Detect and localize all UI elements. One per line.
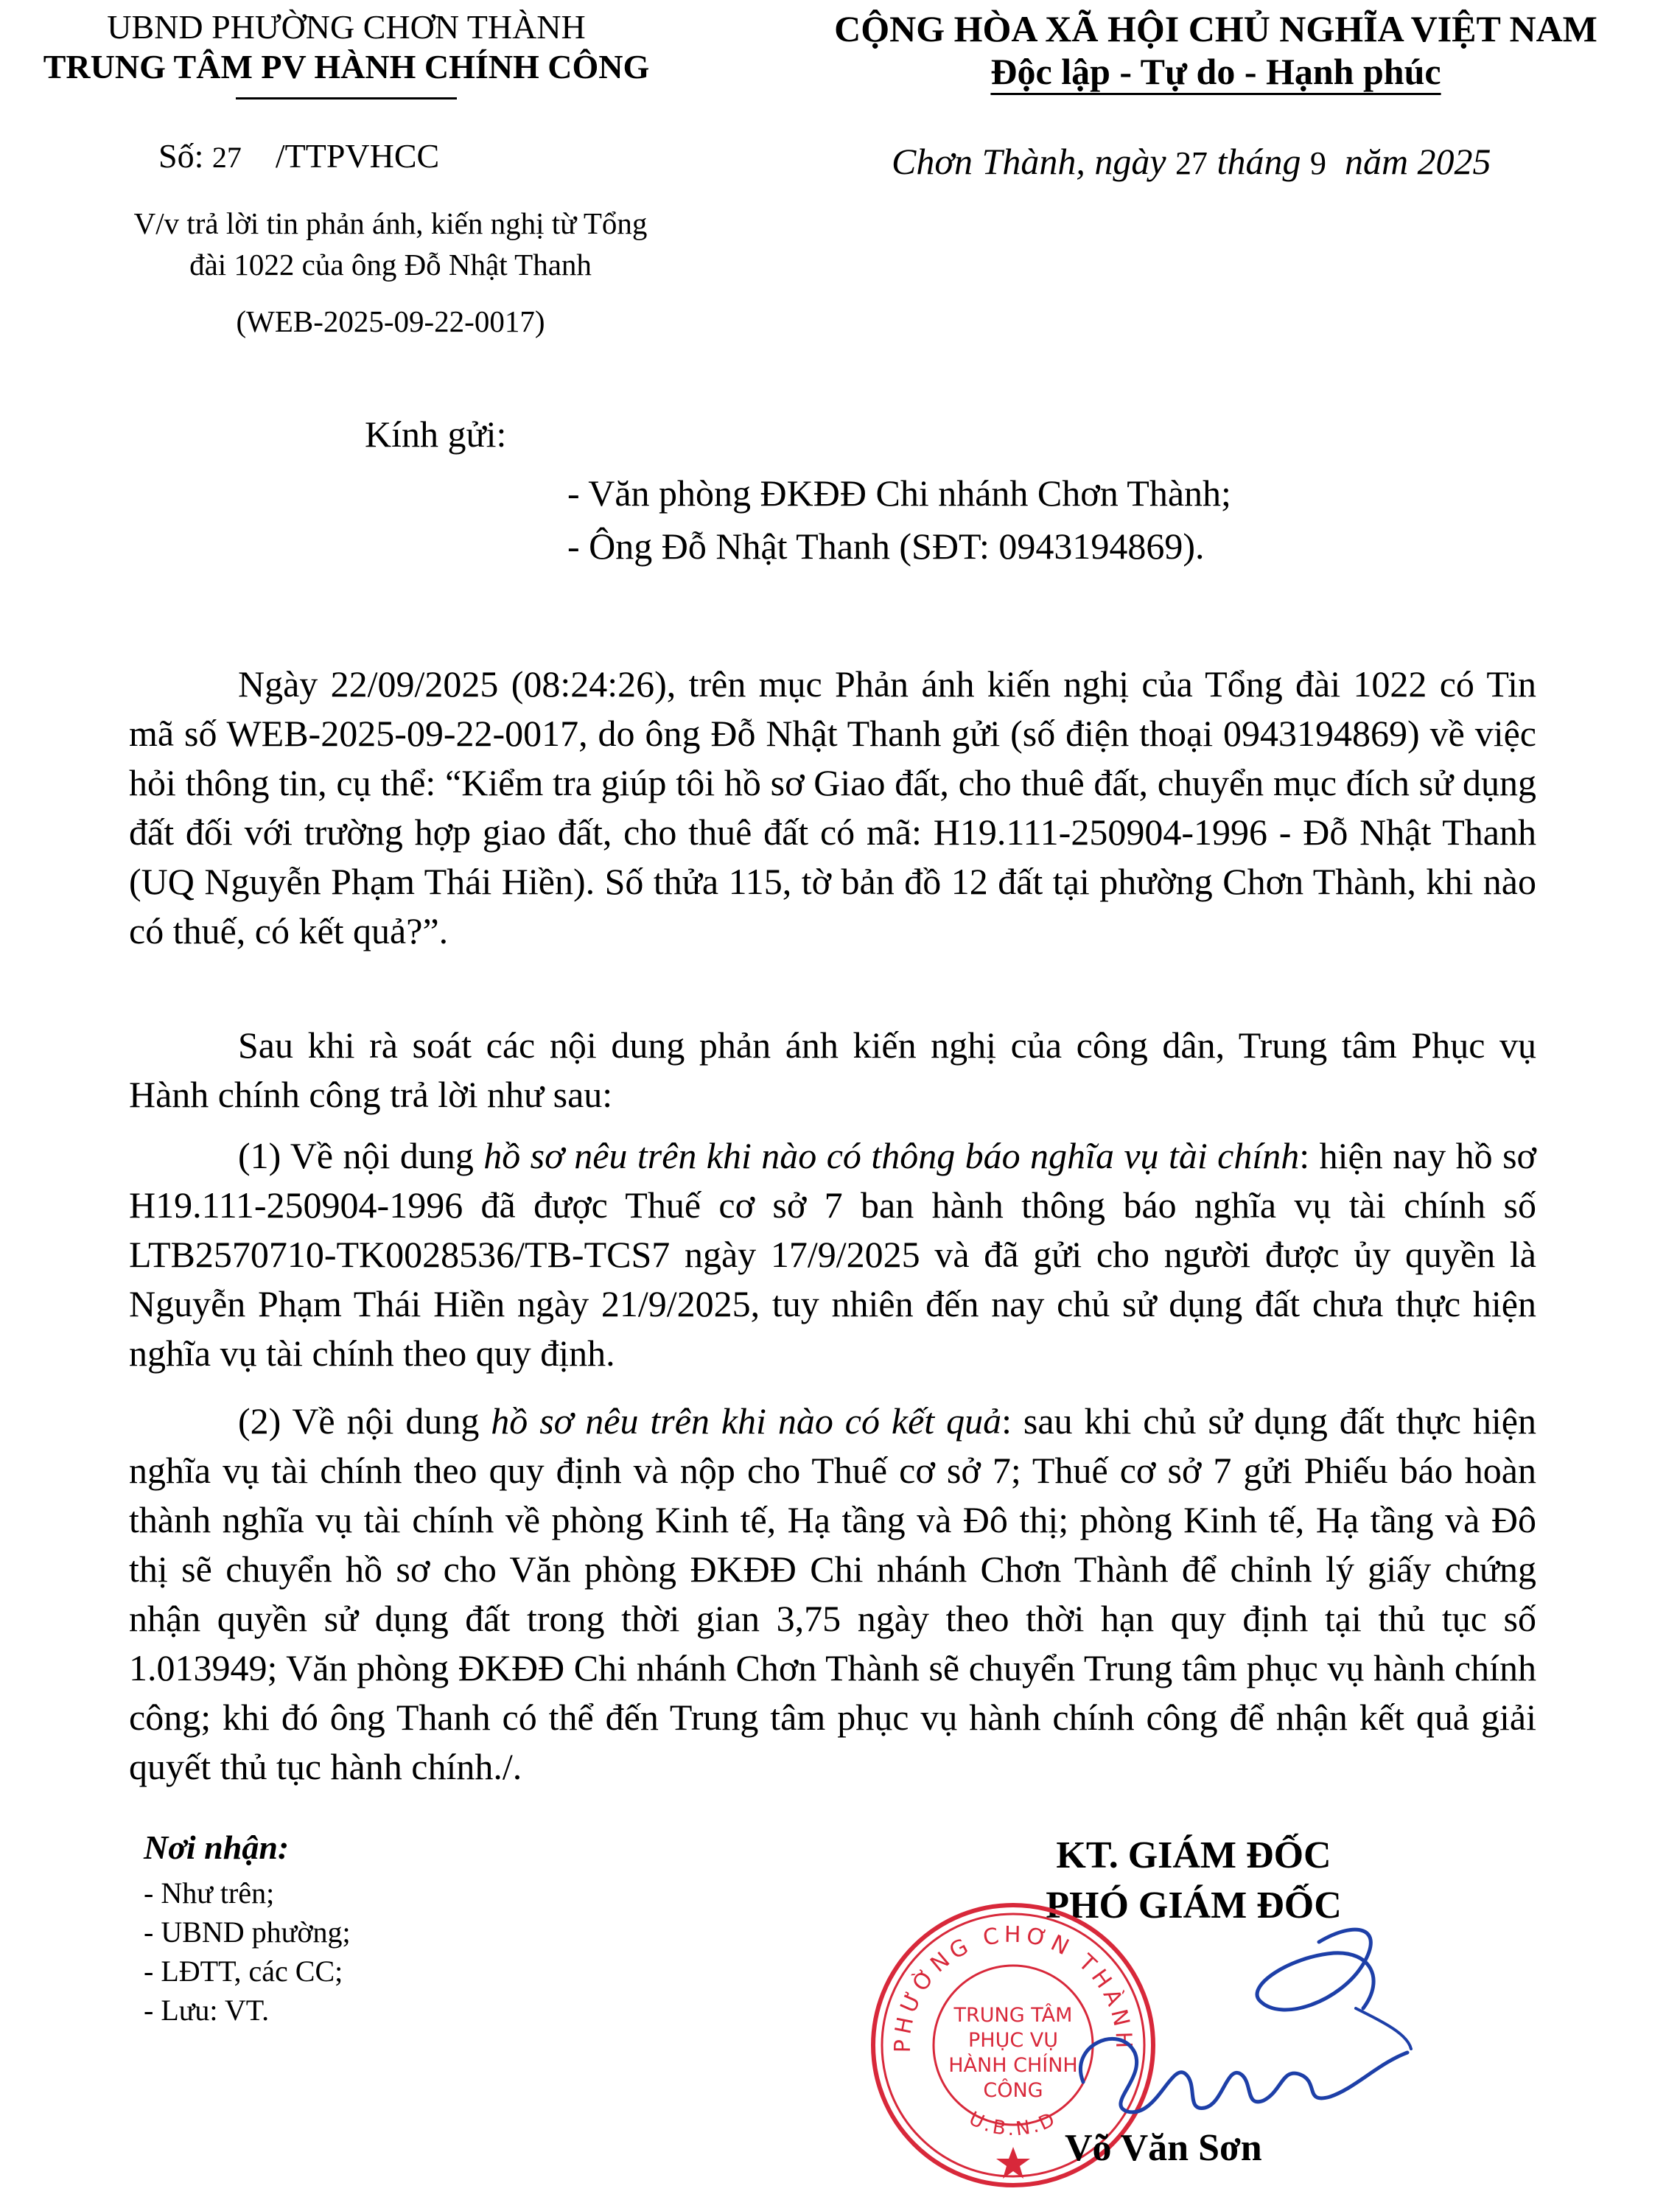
stamp-star-icon: [996, 2147, 1030, 2179]
date-year: năm 2025: [1344, 141, 1491, 182]
body-paragraph-2: Sau khi rà soát các nội dung phản ánh kiến nghị của công dân, Trung tâm Phục vụ Hành chính công trả lời như sau:: [129, 1024, 1536, 1115]
stamp-center-line: PHỤC VỤ: [967, 2029, 1059, 2052]
date-month: 9: [1309, 145, 1326, 181]
body-paragraph-3: [129, 1131, 1536, 1378]
stamp-bottom-text: U.B.N.D: [965, 2107, 1061, 2141]
stamp-center-line: TRUNG TÂM: [953, 2004, 1073, 2027]
addressee-label: Kính gửi:: [365, 413, 507, 455]
parent-authority: UBND PHƯỜNG CHƠN THÀNH: [107, 8, 586, 46]
document-number: [158, 136, 439, 175]
p4-rest: : sau khi chủ sử dụng đất thực hiện nghĩa vụ tài chính theo quy định và nộp cho Thuế cơ sở 7; Thuế cơ sở 7 gửi Phiếu báo hoàn thành nghĩa vụ tài chính về phòng Kinh tế, Hạ tầng và Đô thị; phòng Kinh tế, Hạ tầng và Đô thị sẽ chuyển hồ sơ cho Văn phòng ĐKĐĐ Chi nhánh Chơn Thành để chỉnh lý giấy chứng nhận quyền sử dụng đất trong thời gian 3,75 ngày theo thời hạn quy định tại thủ tục số 1.013949; Văn phòng ĐKĐĐ Chi nhánh Chơn Thành sẽ chuyển Trung tâm phục vụ hành chính công; khi đó ông Thanh có thể đến Trung tâm phục vụ hành chính công để nhận kết quả giải quyết thủ tục hành chính./.: [129, 1400, 1536, 1787]
issuing-authority: [22, 7, 671, 99]
body-paragraph-4: [129, 1397, 1536, 1792]
p3-emphasis: hồ sơ nêu trên khi nào có thông báo nghĩa vụ tài chính: [483, 1135, 1300, 1176]
recipients-item: - LĐTT, các CC;: [144, 1955, 343, 1988]
handwritten-signature: [1039, 1898, 1422, 2141]
national-motto: [774, 7, 1658, 93]
body-paragraph-1: Ngày 22/09/2025 (08:24:26), trên mục Phản ánh kiến nghị của Tổng đài 1022 có Tin mã số WEB-2025-09-22-0017, do ông Đỗ Nhật Thanh gửi (số điện thoại 0943194869) về việc hỏi thông tin, cụ thể: “Kiểm tra giúp tôi hồ sơ Giao đất, cho thuê đất, chuyển mục đích sử dụng đất đối với trường hợp giao đất, cho thuê đất có mã: H19.111-250904-1996 - Đỗ Nhật Thanh (UQ Nguyễn Phạm Thái Hiền). Số thửa 115, tờ bản đồ 12 đất tại phường Chơn Thành, khi nào có thuế, có kết quả?”.: [129, 663, 1536, 951]
subject-line-1: V/v trả lời tin phản ánh, kiến nghị từ Tổng: [133, 206, 648, 240]
subject-line-2: đài 1022 của ông Đỗ Nhật Thanh: [189, 248, 592, 282]
subject-code: (WEB-2025-09-22-0017): [236, 304, 545, 338]
country-name: CỘNG HÒA XÃ HỘI CHỦ NGHĨA VIỆT NAM: [834, 8, 1597, 49]
header-left-divider: [236, 97, 457, 99]
recipients-item: - Như trên;: [144, 1876, 275, 1910]
addressee-recipient: - Văn phòng ĐKĐĐ Chi nhánh Chơn Thành;: [567, 472, 1231, 514]
stamp-center-line: CÔNG: [983, 2079, 1043, 2102]
doc-number-suffix: /TTPVHCC: [275, 137, 440, 175]
doc-number-value: 27: [211, 141, 242, 174]
date-day: 27: [1175, 145, 1208, 181]
recipients-title: Nơi nhận:: [144, 1828, 290, 1866]
issuing-office: TRUNG TÂM PV HÀNH CHÍNH CÔNG: [43, 48, 650, 85]
date-month-label: tháng: [1217, 141, 1301, 182]
p3-lead: (1) Về nội dung: [238, 1135, 484, 1176]
signer-name: Võ Văn Sơn: [1065, 2127, 1262, 2169]
stamp-ring-text: PHƯỜNG CHƠN THÀNH: [889, 1921, 1137, 2053]
addressee-recipient: - Ông Đỗ Nhật Thanh (SĐT: 0943194869).: [567, 525, 1205, 567]
p4-lead: (2) Về nội dung: [238, 1400, 491, 1442]
document-date: [892, 140, 1491, 183]
date-prefix: Chơn Thành, ngày: [892, 141, 1166, 182]
recipients-item: - UBND phường;: [144, 1915, 351, 1949]
subject: [88, 203, 693, 285]
stamp-center-line: HÀNH CHÍNH: [948, 2054, 1078, 2077]
signature-title-1: KT. GIÁM ĐỐC: [1056, 1834, 1331, 1876]
recipients-item: - Lưu: VT.: [144, 1994, 270, 2027]
p3-rest: : hiện nay hồ sơ H19.111-250904-1996 đã được Thuế cơ sở 7 ban hành thông báo nghĩa vụ tài chính số LTB2570710-TK0028536/TB-TCS7 ngày 17/9/2025 và đã gửi cho người được ủy quyền là Nguyễn Phạm Thái Hiền ngày 21/9/2025, tuy nhiên đến nay chủ sử dụng đất chưa thực hiện nghĩa vụ tài chính theo quy định.: [129, 1135, 1536, 1374]
signature-title-2: PHÓ GIÁM ĐỐC: [1046, 1885, 1342, 1927]
doc-number-prefix: Số:: [158, 137, 204, 175]
p4-emphasis: hồ sơ nêu trên khi nào có kết quả: [491, 1400, 1002, 1442]
motto: Độc lập - Tự do - Hạnh phúc: [990, 51, 1441, 92]
